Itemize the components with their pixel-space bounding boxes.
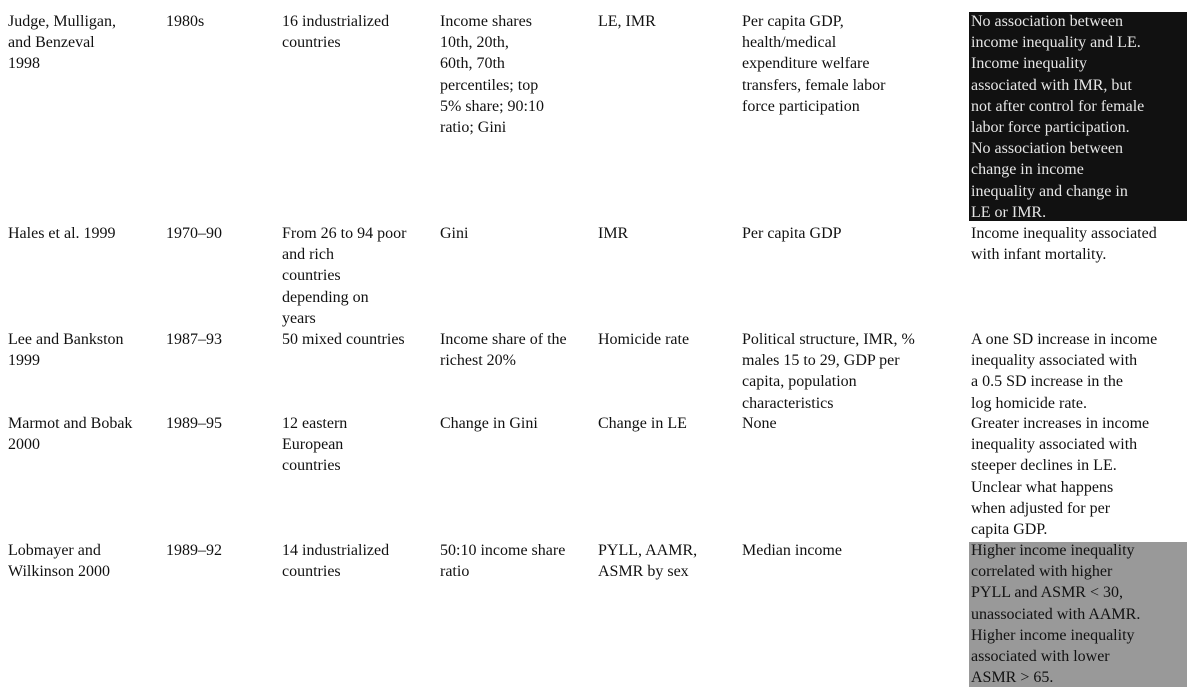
- findings-text: labor force participation.: [971, 119, 1130, 137]
- sample-text: 12 eastern: [282, 415, 348, 432]
- findings-text: ASMR > 65.: [971, 669, 1054, 687]
- findings-text: when adjusted for per: [971, 499, 1111, 517]
- findings-text: Higher income inequality: [971, 542, 1135, 559]
- period-text: 1970–90: [166, 225, 222, 242]
- sample-text: countries: [282, 267, 341, 285]
- study-text: Wilkinson 2000: [8, 563, 111, 581]
- findings-text: log homicide rate.: [971, 394, 1087, 412]
- outcome-cell: [598, 413, 740, 434]
- sample-cell: [282, 540, 438, 582]
- study-text: Hales et al. 1999: [8, 225, 116, 242]
- findings-text: capita GDP.: [971, 521, 1048, 539]
- period-cell: [166, 329, 276, 350]
- sample-text: countries: [282, 34, 341, 52]
- measure-text: 10th, 20th,: [440, 34, 509, 52]
- study-cell: [8, 540, 164, 582]
- study-cell: [8, 329, 164, 371]
- measure-text: ratio; Gini: [440, 119, 507, 137]
- controls-text: force participation: [742, 97, 860, 115]
- measure-cell: [440, 540, 596, 582]
- study-text: 1999: [8, 352, 40, 370]
- measure-text: Gini: [440, 225, 469, 242]
- findings-text: LE or IMR.: [971, 203, 1047, 221]
- sample-text: countries: [282, 563, 341, 581]
- findings-text: correlated with higher: [971, 563, 1113, 581]
- period-text: 1989–95: [166, 415, 222, 432]
- findings-text: steeper declines in LE.: [971, 457, 1117, 475]
- sample-text: years: [282, 309, 316, 327]
- controls-text: expenditure welfare: [742, 55, 870, 73]
- findings-text: associated with lower: [971, 648, 1110, 666]
- findings-text: No association between: [971, 13, 1123, 30]
- findings-text: Unclear what happens: [971, 478, 1114, 496]
- measure-cell: [440, 413, 596, 434]
- measure-text: ratio: [440, 563, 470, 581]
- measure-text: richest 20%: [440, 352, 516, 370]
- controls-cell: [742, 329, 966, 414]
- study-cell: [8, 11, 164, 75]
- findings-text: unassociated with AAMR.: [971, 605, 1141, 623]
- controls-text: Political structure, IMR, %: [742, 331, 915, 348]
- sample-text: 16 industrialized: [282, 13, 390, 30]
- measure-text: 5% share; 90:10: [440, 97, 544, 115]
- measure-cell: [440, 11, 596, 138]
- controls-text: transfers, female labor: [742, 76, 886, 94]
- sample-cell: [282, 11, 438, 53]
- study-text: and Benzeval: [8, 34, 95, 52]
- sample-text: 50 mixed countries: [282, 331, 405, 348]
- study-text: Judge, Mulligan,: [8, 13, 116, 30]
- findings-text: PYLL and ASMR < 30,: [971, 584, 1123, 602]
- study-text: Marmot and Bobak: [8, 415, 133, 432]
- findings-text: change in income: [971, 161, 1084, 179]
- study-text: 2000: [8, 436, 40, 454]
- controls-text: males 15 to 29, GDP per: [742, 352, 900, 370]
- period-text: 1989–92: [166, 542, 222, 559]
- measure-cell: [440, 329, 596, 371]
- sample-cell: [282, 413, 438, 477]
- findings-text: A one SD increase in income: [971, 331, 1158, 348]
- period-cell: [166, 540, 276, 561]
- sample-cell: [282, 329, 438, 350]
- outcome-text: PYLL, AAMR,: [598, 542, 698, 559]
- measure-cell: [440, 223, 596, 244]
- period-cell: [166, 223, 276, 244]
- outcome-text: LE, IMR: [598, 13, 656, 30]
- findings-text: not after control for female: [971, 97, 1145, 115]
- controls-text: health/medical: [742, 34, 837, 52]
- findings-text: inequality and change in: [971, 182, 1128, 200]
- findings-text: Income inequality: [971, 55, 1087, 73]
- study-text: Lee and Bankston: [8, 331, 124, 348]
- sample-text: countries: [282, 457, 341, 475]
- measure-text: Income share of the: [440, 331, 567, 348]
- outcome-text: ASMR by sex: [598, 563, 689, 581]
- period-text: 1987–93: [166, 331, 222, 348]
- sample-text: From 26 to 94 poor: [282, 225, 407, 242]
- outcome-text: Change in LE: [598, 415, 687, 432]
- period-cell: [166, 413, 276, 434]
- period-cell: [166, 11, 276, 32]
- outcome-cell: [598, 223, 740, 244]
- sample-text: European: [282, 436, 344, 454]
- controls-cell: [742, 223, 966, 244]
- outcome-cell: [598, 11, 740, 32]
- measure-text: 50:10 income share: [440, 542, 566, 559]
- findings-text: Higher income inequality: [971, 626, 1135, 644]
- period-text: 1980s: [166, 13, 205, 30]
- controls-text: capita, population: [742, 373, 857, 391]
- controls-text: characteristics: [742, 394, 834, 412]
- findings-text: associated with IMR, but: [971, 76, 1132, 94]
- measure-text: percentiles; top: [440, 76, 539, 94]
- controls-cell: [742, 413, 966, 434]
- findings-text: inequality associated with: [971, 436, 1138, 454]
- measure-text: 60th, 70th: [440, 55, 505, 73]
- outcome-text: IMR: [598, 225, 629, 242]
- findings-text: Income inequality associated: [971, 225, 1157, 242]
- outcome-text: Homicide rate: [598, 331, 690, 348]
- findings-text: No association between: [971, 140, 1123, 158]
- findings-cell: [971, 329, 1187, 414]
- findings-text: a 0.5 SD increase in the: [971, 373, 1123, 391]
- sample-text: 14 industrialized: [282, 542, 390, 559]
- findings-cell: [971, 11, 1187, 223]
- findings-cell: [971, 540, 1187, 688]
- controls-text: Median income: [742, 542, 842, 559]
- controls-cell: [742, 540, 966, 561]
- controls-text: Per capita GDP: [742, 225, 842, 242]
- measure-text: Change in Gini: [440, 415, 538, 432]
- findings-cell: [971, 413, 1187, 540]
- study-text: 1998: [8, 55, 40, 73]
- measure-text: Income shares: [440, 13, 532, 30]
- study-text: Lobmayer and: [8, 542, 101, 559]
- findings-text: income inequality and LE.: [971, 34, 1141, 52]
- study-cell: [8, 223, 164, 244]
- sample-cell: [282, 223, 438, 329]
- study-cell: [8, 413, 164, 455]
- findings-cell: [971, 223, 1187, 265]
- sample-text: and rich: [282, 246, 334, 264]
- controls-text: None: [742, 415, 777, 432]
- controls-text: Per capita GDP,: [742, 13, 844, 30]
- sample-text: depending on: [282, 288, 369, 306]
- findings-text: with infant mortality.: [971, 246, 1107, 264]
- findings-text: inequality associated with: [971, 352, 1138, 370]
- outcome-cell: [598, 540, 740, 582]
- controls-cell: [742, 11, 966, 117]
- findings-text: Greater increases in income: [971, 415, 1150, 432]
- outcome-cell: [598, 329, 740, 350]
